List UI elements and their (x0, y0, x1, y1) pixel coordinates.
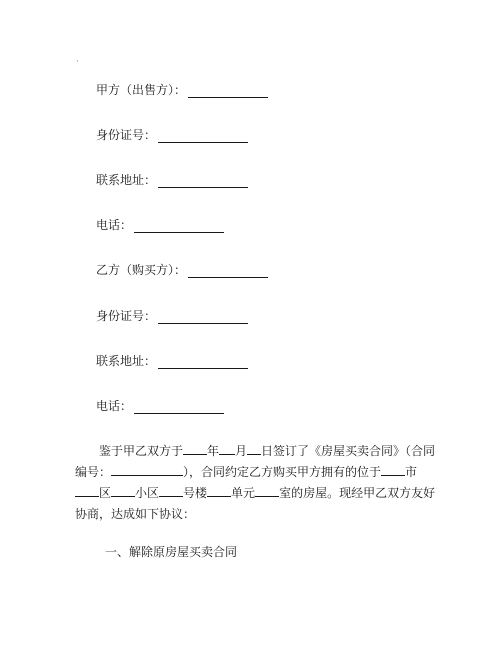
district-blank[interactable] (75, 484, 99, 497)
preamble-line-4: 协商，达成如下协议： (75, 507, 196, 521)
seller-phone-label: 电话： (96, 218, 133, 232)
preamble-text: 日签订了《房屋买卖合同》（合同 (261, 444, 436, 458)
buyer-address-field (96, 353, 248, 369)
buyer-phone-blank[interactable] (134, 401, 224, 414)
contract-number-blank[interactable] (111, 463, 183, 476)
seller-name-blank[interactable] (188, 85, 268, 98)
buyer-id-field (96, 308, 248, 324)
preamble-text: 区 (99, 486, 112, 500)
room-blank[interactable] (255, 484, 279, 497)
preamble-text: 号楼 (183, 486, 208, 500)
section-heading: 一、解除原房屋买卖合同 (105, 545, 238, 559)
buyer-phone-label: 电话： (96, 399, 133, 413)
seller-name-label: 甲方（出售方）： (96, 83, 187, 97)
seller-address-field (96, 172, 248, 188)
building-blank[interactable] (159, 484, 183, 497)
seller-id-blank[interactable] (158, 130, 248, 143)
preamble-text: ），合同约定乙方购买甲方拥有的位于 (183, 465, 382, 479)
sign-year-blank[interactable] (183, 442, 207, 455)
preamble-text: 市 (405, 465, 418, 479)
buyer-name-blank[interactable] (188, 265, 268, 278)
seller-name-field (96, 82, 268, 98)
preamble-text: 编号： (75, 465, 112, 479)
buyer-phone-field (96, 398, 224, 414)
preamble-text: 鉴于甲乙双方于 (99, 444, 184, 458)
buyer-address-blank[interactable] (158, 356, 248, 369)
seller-address-blank[interactable] (158, 175, 248, 188)
seller-id-field (96, 127, 248, 143)
unit-blank[interactable] (207, 484, 231, 497)
preamble-text: 单元 (231, 486, 256, 500)
buyer-name-field (96, 262, 268, 278)
sign-month-blank[interactable] (219, 442, 235, 455)
preamble-paragraph (75, 441, 436, 525)
page-mark: · (76, 57, 79, 66)
seller-address-label: 联系地址： (96, 173, 157, 187)
preamble-line-3 (75, 483, 436, 504)
buyer-id-label: 身份证号： (96, 309, 157, 323)
buyer-address-label: 联系地址： (96, 354, 157, 368)
seller-phone-blank[interactable] (134, 220, 224, 233)
sign-day-blank[interactable] (247, 442, 261, 455)
preamble-text: 室的房屋。现经甲乙双方友好 (279, 486, 436, 500)
preamble-text: 年 (207, 444, 220, 458)
buyer-name-label: 乙方（购买方）： (96, 263, 187, 277)
city-blank[interactable] (381, 463, 405, 476)
seller-phone-field (96, 217, 224, 233)
preamble-text: 月 (235, 444, 248, 458)
buyer-id-blank[interactable] (158, 311, 248, 324)
seller-id-label: 身份证号： (96, 128, 157, 142)
preamble-line-1 (75, 441, 436, 462)
community-blank[interactable] (111, 484, 135, 497)
preamble-text: 小区 (135, 486, 160, 500)
preamble-line-2 (75, 462, 425, 483)
